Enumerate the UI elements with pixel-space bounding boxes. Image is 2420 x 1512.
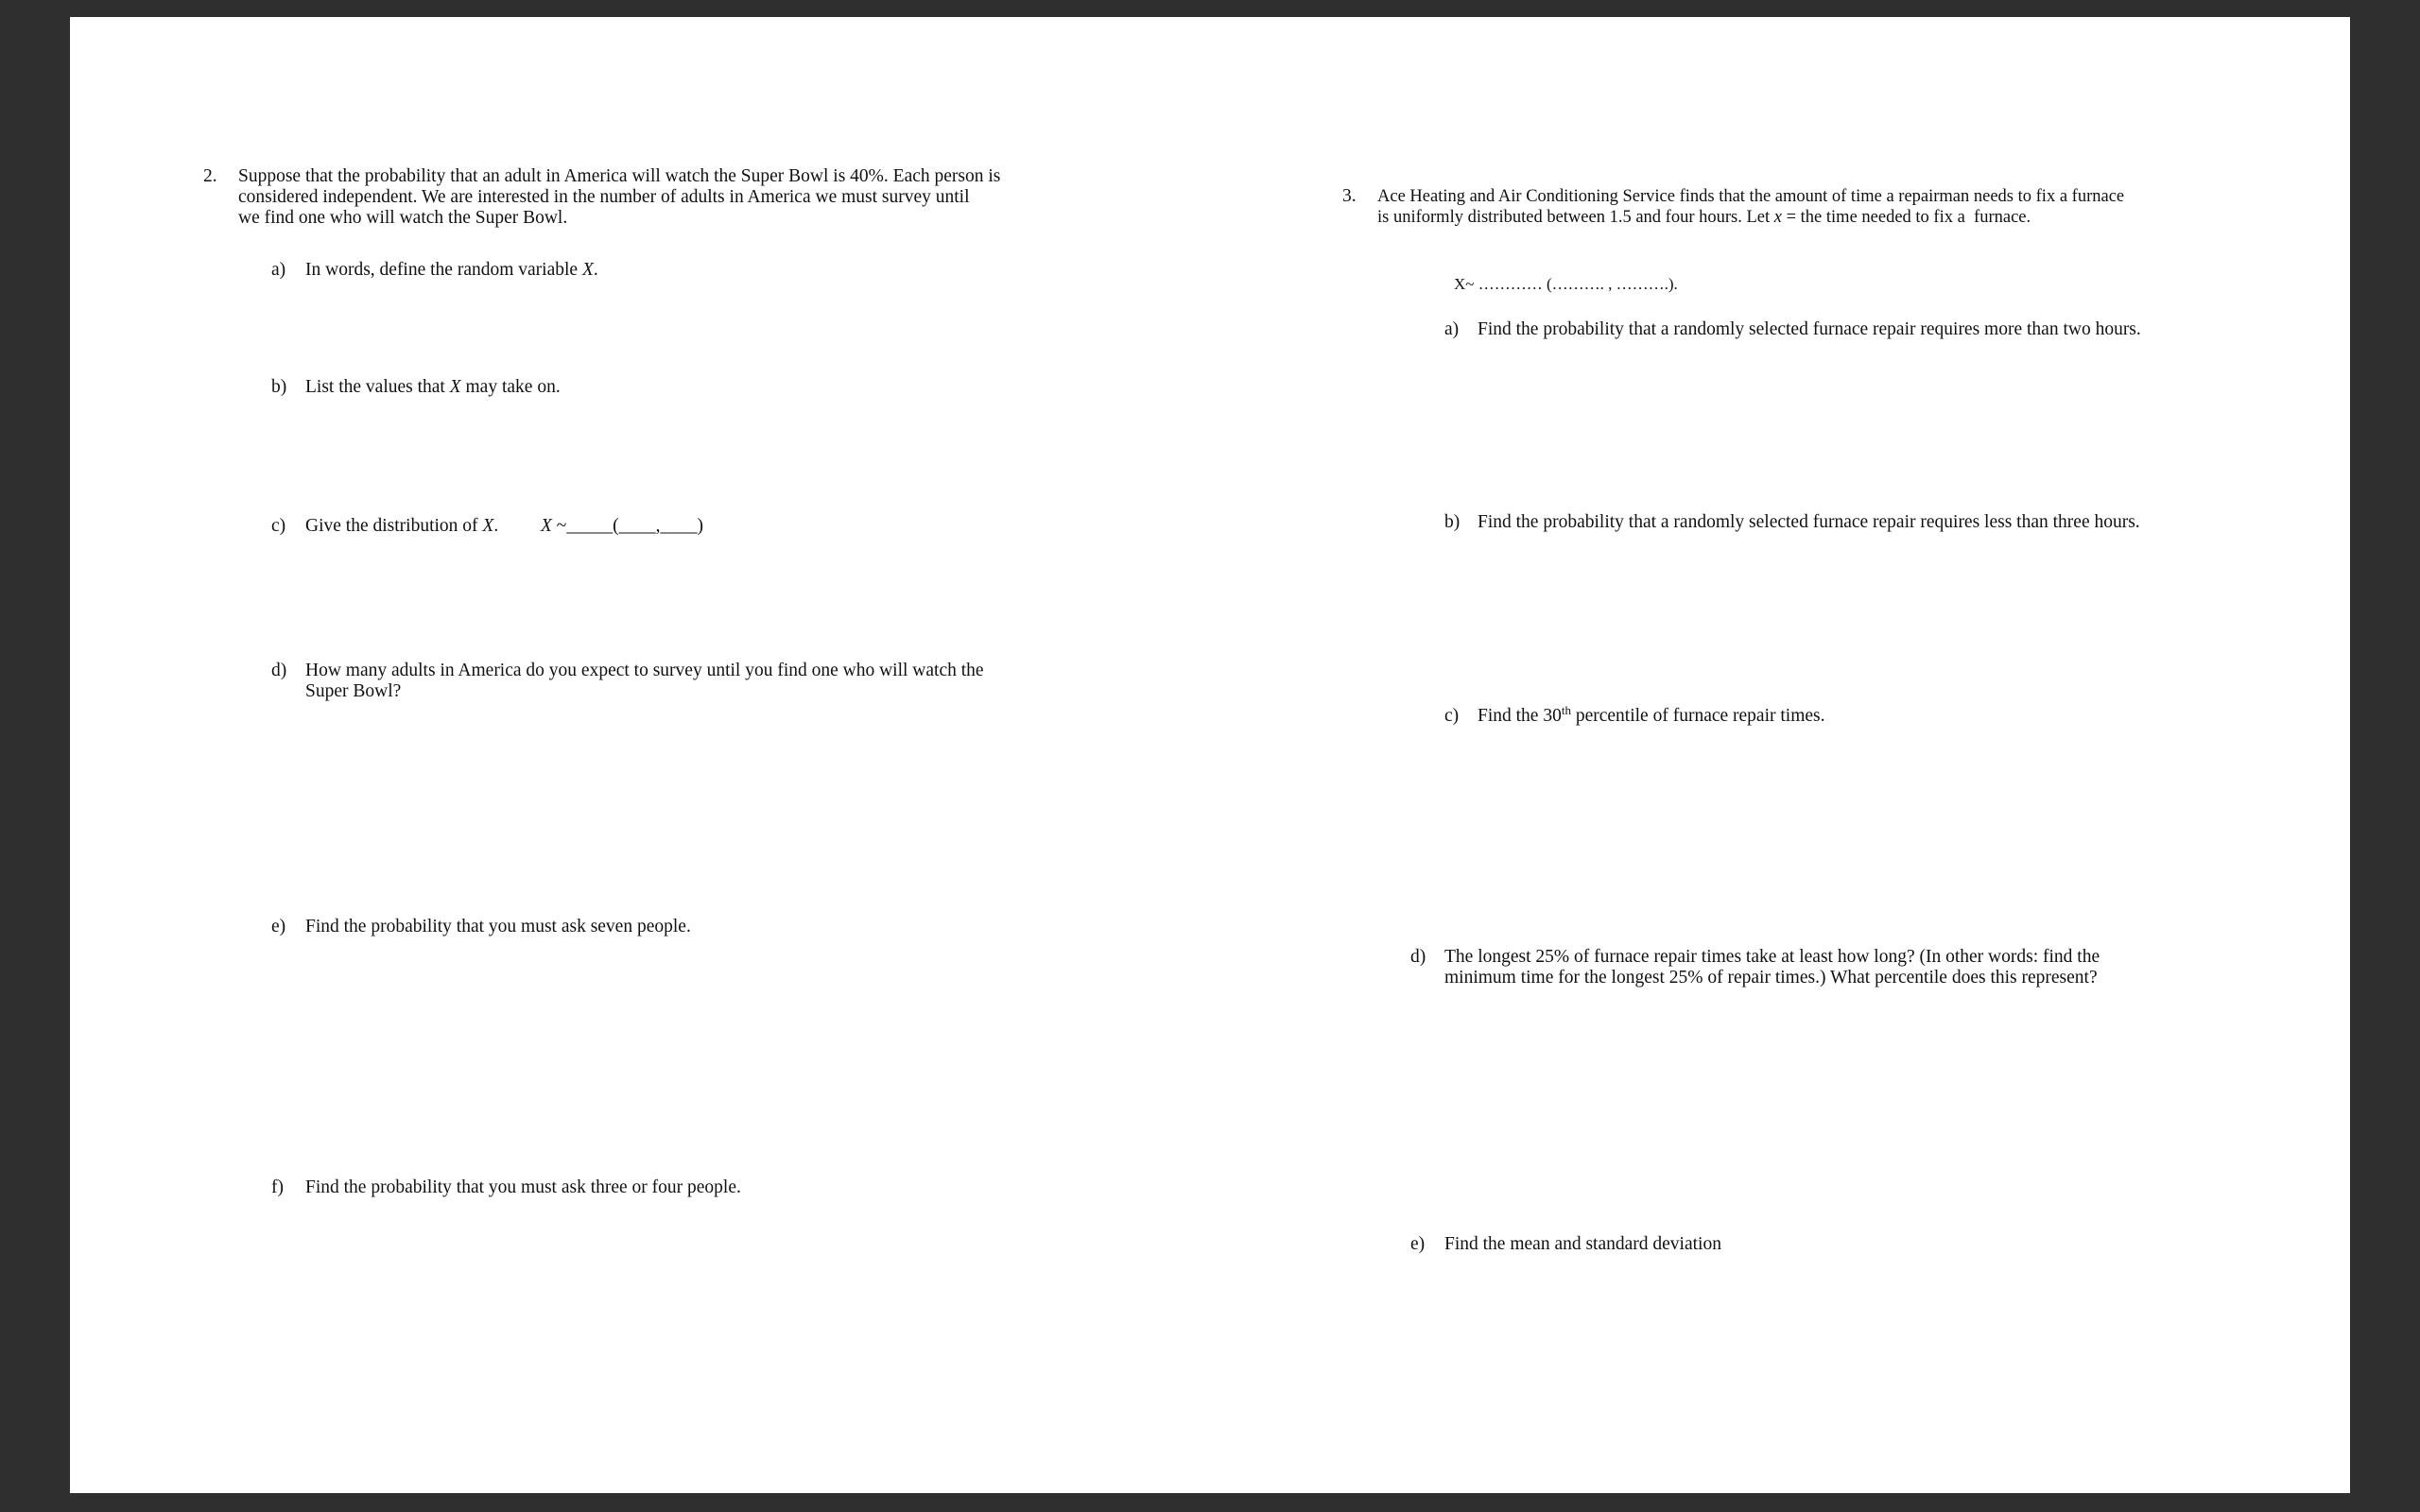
q3-part-c-label: c)	[1444, 706, 1460, 726]
q2-part-c-text: Give the distribution of X.	[305, 516, 499, 536]
q3-part-b-text: Find the probability that a randomly selected furnace repair requires less than three hours.	[1478, 512, 2140, 532]
q2-part-f-text: Find the probability that you must ask three or four people.	[305, 1177, 741, 1197]
q2-part-c-formula: X ~_____(____,____)	[541, 516, 703, 536]
q2-part-e-label: e)	[271, 917, 286, 936]
question-3-intro-line-1: Ace Heating and Air Conditioning Service finds that the amount of time a repairman needs to fix a furnace	[1377, 187, 2125, 206]
q3-part-e-label: e)	[1410, 1234, 1426, 1254]
q3-part-b-label: b)	[1444, 512, 1461, 532]
q2-part-f-label: f)	[271, 1177, 284, 1197]
q2-part-b-label: b)	[271, 377, 287, 397]
question-3-number: 3.	[1342, 186, 1357, 206]
q3-part-a-label: a)	[1444, 319, 1460, 339]
q2-part-e-text: Find the probability that you must ask seven people.	[305, 917, 691, 936]
question-2-number: 2.	[203, 166, 217, 186]
question-3-intro-line-2: is uniformly distributed between 1.5 and four hours. Let x = the time needed to fix a furnace.	[1377, 208, 2031, 227]
q3-part-d-label: d)	[1410, 947, 1426, 967]
question-2-intro-line-2: considered independent. We are interested in the number of adults in America we must survey until	[238, 187, 970, 207]
q2-part-c-label: c)	[271, 516, 286, 536]
question-2-intro-line-3: we find one who will watch the Super Bowl.	[238, 208, 568, 228]
question-2-intro-line-1: Suppose that the probability that an adult in America will watch the Super Bowl is 40%. Each person is	[238, 166, 1001, 186]
q2-part-d-line-2: Super Bowl?	[305, 681, 402, 701]
q2-part-d-line-1: How many adults in America do you expect to survey until you find one who will watch the	[305, 661, 984, 680]
q2-part-a-label: a)	[271, 260, 286, 280]
q3-part-d-line-2: minimum time for the longest 25% of repair times.) What percentile does this represent?	[1444, 968, 2098, 988]
q3-part-e-text: Find the mean and standard deviation	[1444, 1234, 1721, 1254]
q2-part-b-text: List the values that X may take on.	[305, 377, 561, 397]
q3-part-d-line-1: The longest 25% of furnace repair times take at least how long? (In other words: find the	[1444, 947, 2100, 967]
q3-part-a-text: Find the probability that a randomly selected furnace repair requires more than two hours.	[1478, 319, 2141, 339]
q3-distribution-blank: X~ ………… (………. , ……….).	[1454, 275, 1678, 293]
q2-part-d-label: d)	[271, 661, 287, 680]
q2-part-a-text: In words, define the random variable X.	[305, 260, 598, 280]
q3-part-c-text: Find the 30th percentile of furnace repair times.	[1478, 703, 1825, 726]
worksheet-page	[70, 17, 2350, 1493]
